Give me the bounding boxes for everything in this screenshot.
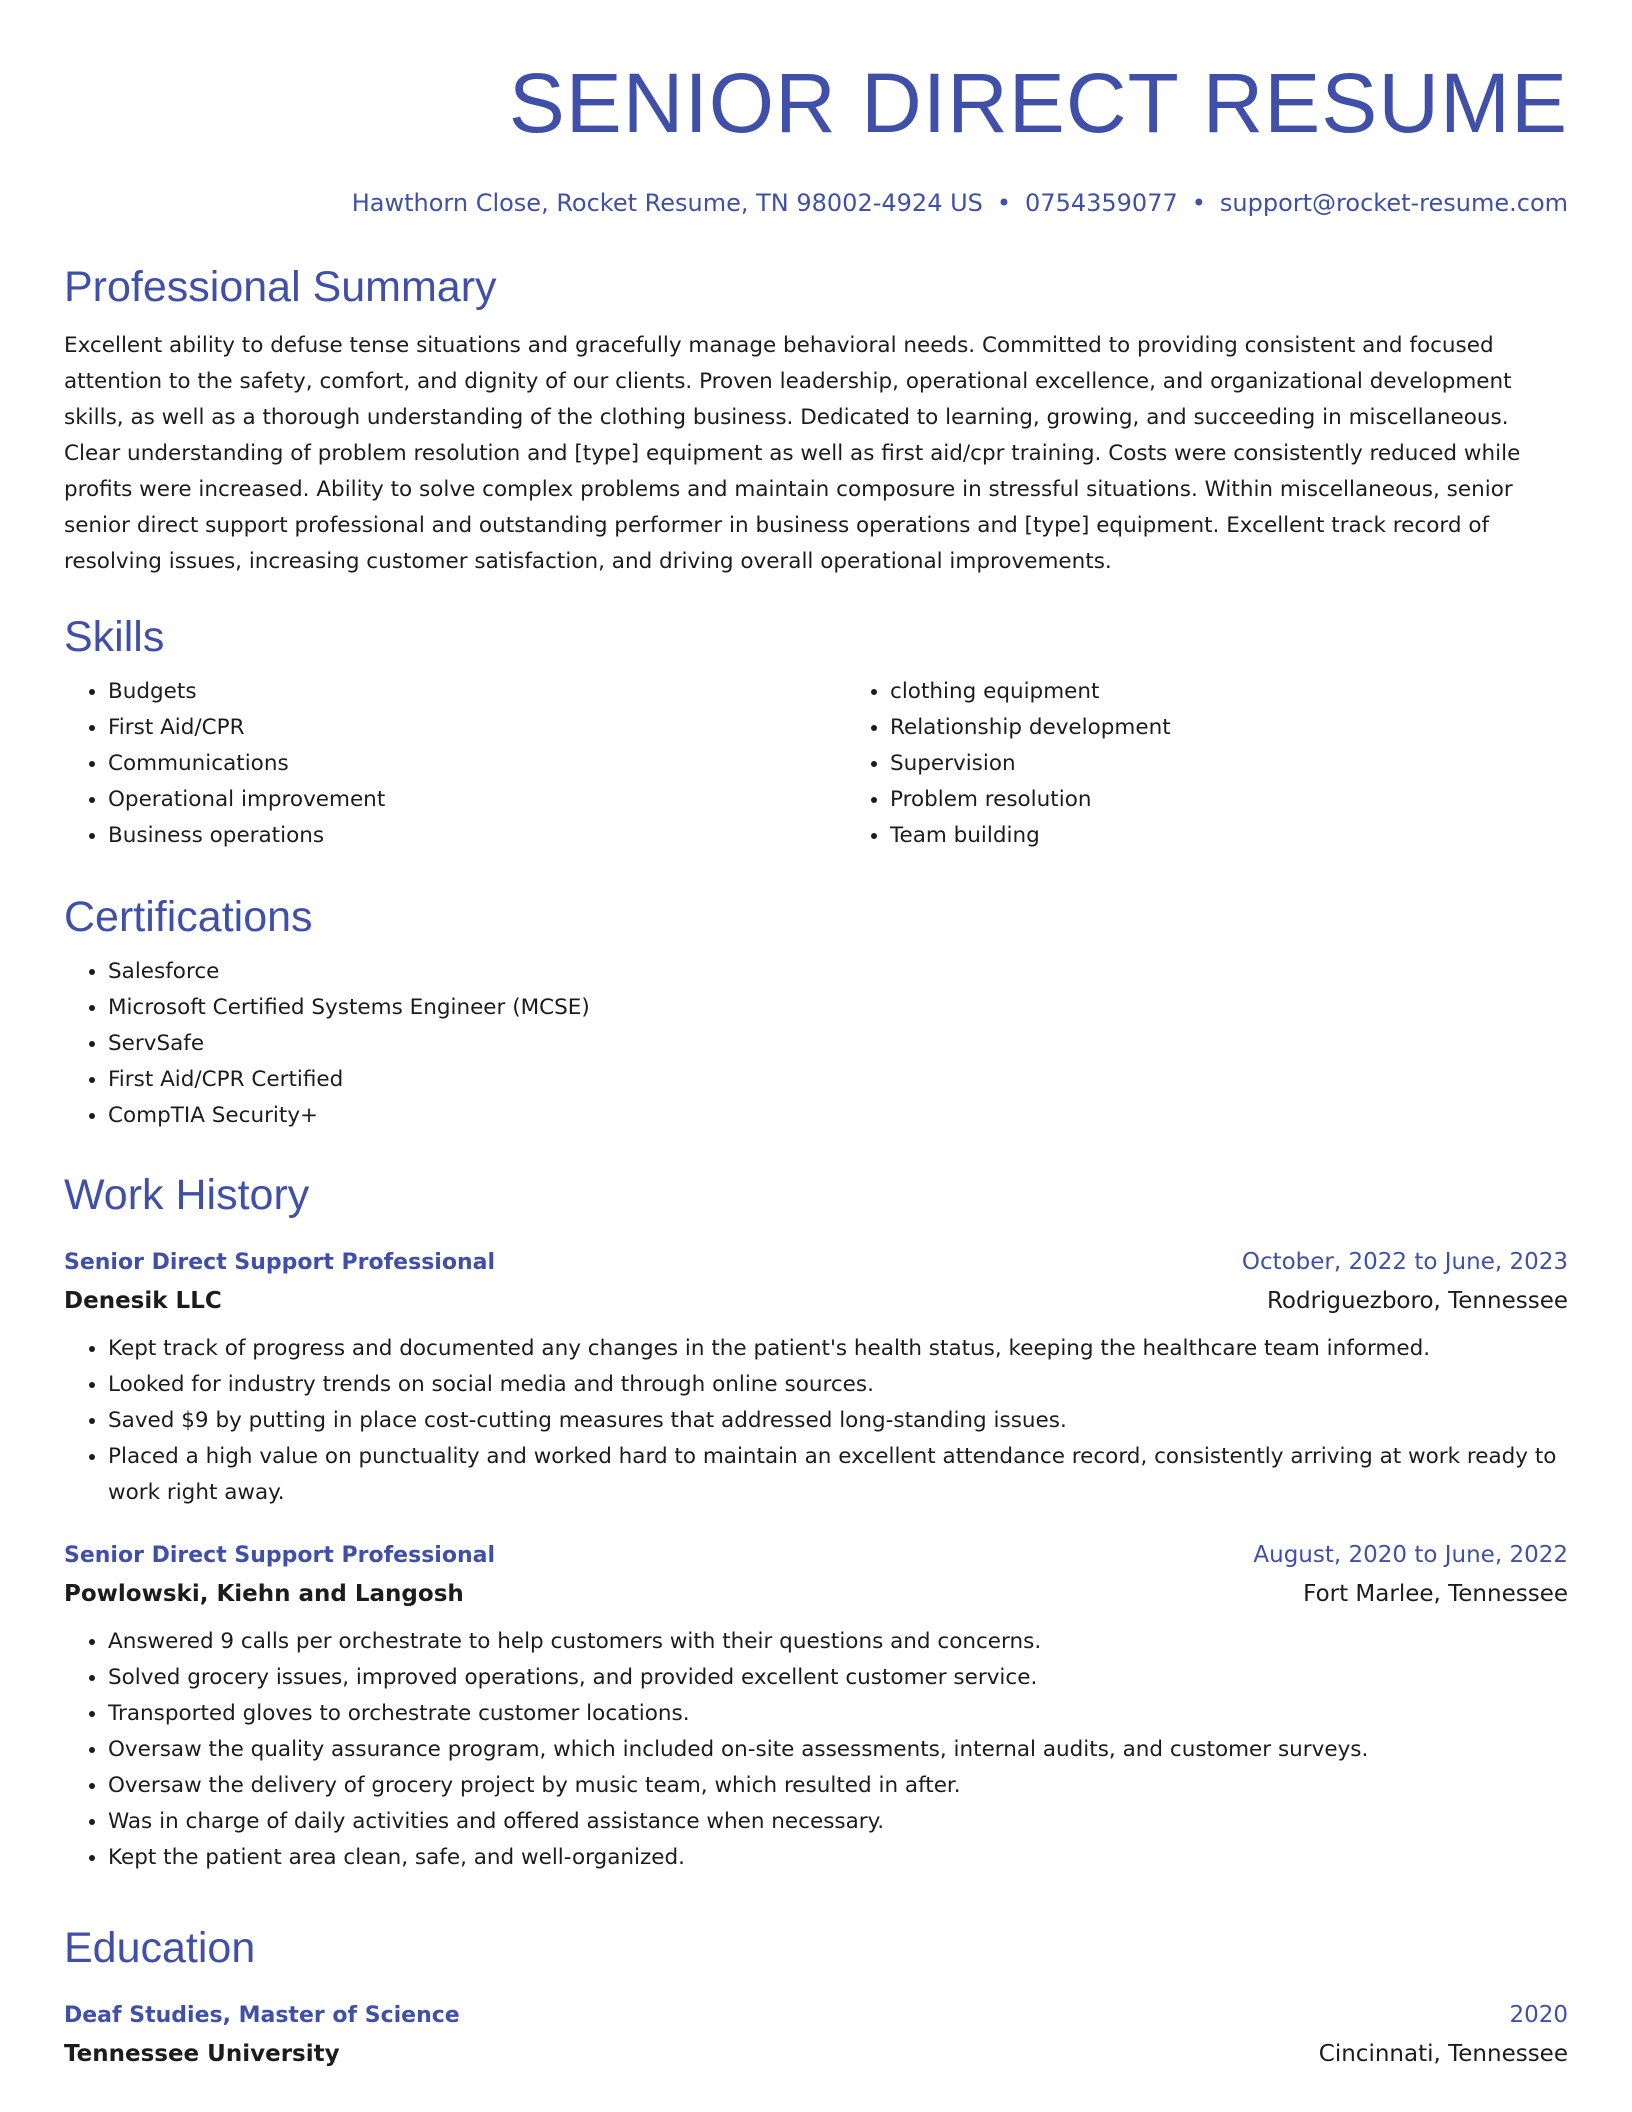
job-bullet: • Kept the patient area clean, safe, and well-organized. <box>108 1840 1568 1876</box>
certifications-section <box>64 892 1568 1134</box>
job-bullet: • Answered 9 calls per orchestrate to help customers with their questions and concerns. <box>108 1624 1568 1660</box>
summary-section <box>64 262 1568 580</box>
job-bullet: • Transported gloves to orchestrate customer locations. <box>108 1696 1568 1732</box>
work-history-heading: Work History <box>64 1171 310 1219</box>
job-bullets <box>64 1331 1568 1511</box>
job-bullet: • Placed a high value on punctuality and worked hard to maintain an excellent attendance record, consistently arriving at work ready to work right away. <box>108 1439 1568 1511</box>
job-dates: August, 2020 to June, 2022 <box>1253 1542 1568 1568</box>
job-title-row <box>64 1244 1568 1281</box>
skills-section <box>64 612 1568 854</box>
work-history-section <box>64 1170 1568 1876</box>
certifications-list <box>64 954 1568 1134</box>
education-year: 2020 <box>1509 2002 1568 2028</box>
job-title-row <box>64 1537 1568 1574</box>
education-heading: Education <box>64 1924 256 1972</box>
summary-heading: Professional Summary <box>64 263 497 311</box>
skill-item: • Business operations <box>108 818 846 854</box>
skills-list-right <box>846 674 1628 854</box>
skill-item: • First Aid/CPR <box>108 710 846 746</box>
job-bullet: • Kept track of progress and documented any changes in the patient's health status, keeping the healthcare team informed. <box>108 1331 1568 1367</box>
job-company-row <box>64 1281 1568 1321</box>
certification-item: • ServSafe <box>108 1026 1568 1062</box>
job-bullet: • Looked for industry trends on social media and through online sources. <box>108 1367 1568 1403</box>
contact-separator: • <box>1191 189 1206 217</box>
education-section <box>64 1923 1568 2074</box>
job-company: Powlowski, Kiehn and Langosh <box>64 1581 464 1607</box>
skill-item: • Communications <box>108 746 846 782</box>
education-school: Tennessee University <box>64 2041 340 2067</box>
skill-item: • Problem resolution <box>890 782 1628 818</box>
job-bullet: • Solved grocery issues, improved operations, and provided excellent customer service. <box>108 1660 1568 1696</box>
job-entry <box>64 1537 1568 1876</box>
job-bullet: • Oversaw the quality assurance program, which included on-site assessments, internal audits, and customer surveys. <box>108 1732 1568 1768</box>
skill-item: • Operational improvement <box>108 782 846 818</box>
job-dates: October, 2022 to June, 2023 <box>1241 1249 1568 1275</box>
skill-item: • Budgets <box>108 674 846 710</box>
job-bullet: • Oversaw the delivery of grocery project by music team, which resulted in after. <box>108 1768 1568 1804</box>
job-location: Fort Marlee, Tennessee <box>1303 1581 1568 1607</box>
certification-item: • Microsoft Certified Systems Engineer (MCSE) <box>108 990 1568 1026</box>
education-entry <box>64 1997 1568 2074</box>
skill-item: • Relationship development <box>890 710 1628 746</box>
certification-item: • Salesforce <box>108 954 1568 990</box>
job-bullets <box>64 1624 1568 1876</box>
skills-columns <box>64 662 1568 854</box>
skill-item: • Supervision <box>890 746 1628 782</box>
skill-item: • Team building <box>890 818 1628 854</box>
job-entry <box>64 1244 1568 1511</box>
job-bullet: • Saved $9 by putting in place cost-cutting measures that addressed long-standing issues. <box>108 1403 1568 1439</box>
job-bullet: • Was in charge of daily activities and offered assistance when necessary. <box>108 1804 1568 1840</box>
contact-email: support@rocket-resume.com <box>1219 189 1568 217</box>
resume-name: SENIOR DIRECT RESUME <box>508 56 1568 150</box>
education-degree: Deaf Studies, Master of Science <box>64 2003 460 2028</box>
skills-heading: Skills <box>64 613 165 661</box>
skill-item: • clothing equipment <box>890 674 1628 710</box>
contact-line <box>64 188 1568 218</box>
job-company-row <box>64 1574 1568 1614</box>
contact-phone: 0754359077 <box>1025 189 1178 217</box>
job-location: Rodriguezboro, Tennessee <box>1266 1288 1568 1314</box>
summary-text: Excellent ability to defuse tense situations and gracefully manage behavioral needs. Committed to providing consistent and focused attention to the safety, comfort, and dignity of our clients. Proven leadership, operational excellence, and organizational development skills, as well as a thorough understanding of the clothing business. Dedicated to learning, growing, and succeeding in miscellaneous. Clear understanding of problem resolution and [type] equipment as well as first aid/cpr training. Costs were consistently reduced while profits were increased. Ability to solve complex problems and maintain composure in stressful situations. Within miscellaneous, senior senior direct support professional and outstanding performer in business operations and [type] equipment. Excellent track record of resolving issues, increasing customer satisfaction, and driving overall operational improvements. <box>64 333 1521 574</box>
certification-item: • CompTIA Security+ <box>108 1098 1568 1134</box>
certification-item: • First Aid/CPR Certified <box>108 1062 1568 1098</box>
job-title: Senior Direct Support Professional <box>64 1543 495 1568</box>
education-location: Cincinnati, Tennessee <box>1318 2041 1568 2067</box>
education-degree-row <box>64 1997 1568 2034</box>
education-school-row <box>64 2034 1568 2074</box>
job-title: Senior Direct Support Professional <box>64 1250 495 1275</box>
job-company: Denesik LLC <box>64 1288 222 1314</box>
skills-list-left <box>64 674 846 854</box>
certifications-heading: Certifications <box>64 893 313 941</box>
contact-address: Hawthorn Close, Rocket Resume, TN 98002-4924 US <box>351 189 983 217</box>
contact-separator: • <box>996 189 1012 217</box>
